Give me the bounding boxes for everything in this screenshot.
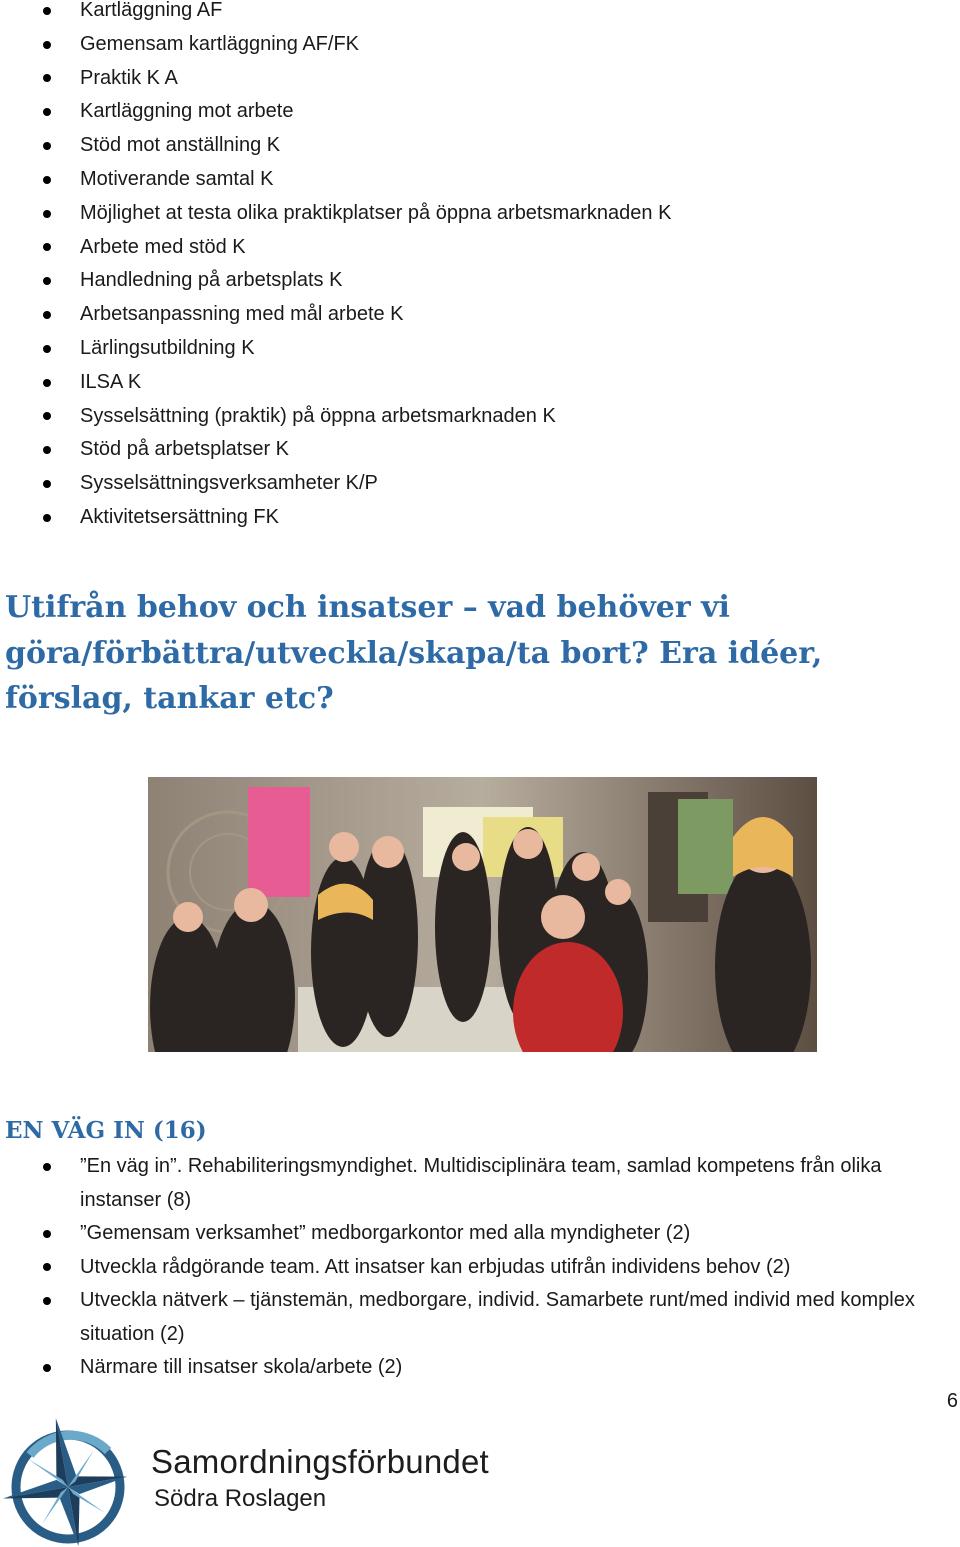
list-item: Sysselsättningsverksamheter K/P [0,467,960,501]
compass-star-logo-icon [0,1415,560,1547]
page-heading: Utifrån behov och insatser – vad behöver vi göra/förbättra/utveckla/skapa/ta bort? Era idéer, förslag, tankar etc? [5,590,823,716]
list-item: Kartläggning mot arbete [0,95,960,129]
bullet-icon [43,446,51,454]
section-title: EN VÄG IN (16) [5,1117,207,1144]
top-bullet-list [0,0,960,535]
bullet-icon [43,1364,51,1372]
list-item: Sysselsättning (praktik) på öppna arbetsmarknaden K [0,400,960,434]
list-item: ILSA K [0,366,960,400]
bullet-icon [43,379,51,387]
list-item: Arbete med stöd K [0,231,960,265]
list-item: Utveckla rådgörande team. Att insatser kan erbjudas utifrån individens behov (2) [0,1251,960,1285]
list-item: Möjlighet at testa olika praktikplatser på öppna arbetsmarknaden K [0,197,960,231]
list-item: Gemensam kartläggning AF/FK [0,28,960,62]
bullet-icon [43,1297,51,1305]
list-item: Stöd mot anställning K [0,129,960,163]
workshop-photo [148,777,817,1052]
bullet-icon [43,480,51,488]
bullet-icon [43,1263,51,1271]
bullet-icon [43,243,51,251]
list-item: Aktivitetsersättning FK [0,501,960,535]
bullet-icon [43,514,51,522]
list-item: Närmare till insatser skola/arbete (2) [0,1351,960,1385]
bullet-icon [43,412,51,420]
bullet-icon [43,345,51,353]
bullet-icon [43,1230,51,1238]
section-bullet-list [0,1150,960,1385]
bullet-icon [43,7,51,15]
bullet-icon [43,210,51,218]
bullet-icon [43,277,51,285]
list-item: Handledning på arbetsplats K [0,264,960,298]
bullet-icon [43,74,51,82]
bullet-icon [43,108,51,116]
list-item: Praktik K A [0,62,960,96]
list-item: ”Gemensam verksamhet” medborgarkontor med alla myndigheter (2) [0,1217,960,1251]
photo-illustration [148,777,817,1052]
list-item: ”En väg in”. Rehabiliteringsmyndighet. Multidisciplinära team, samlad kompetens från olika instanser (8) [0,1150,960,1217]
list-item: Utveckla nätverk – tjänstemän, medborgare, individ. Samarbete runt/med individ med komplex situation (2) [0,1284,960,1351]
list-item: Motiverande samtal K [0,163,960,197]
bullet-icon [43,142,51,150]
bullet-icon [43,176,51,184]
logo-region: Södra Roslagen [154,1485,327,1512]
bullet-icon [43,311,51,319]
page-number: 6 [946,1390,958,1412]
list-item: Lärlingsutbildning K [0,332,960,366]
bullet-icon [43,41,51,49]
logo-name: Samordningsförbundet [151,1443,489,1480]
list-item: Stöd på arbetsplatser K [0,433,960,467]
list-item: Arbetsanpassning med mål arbete K [0,298,960,332]
bullet-icon [43,1163,51,1171]
list-item: Kartläggning AF [0,0,960,28]
